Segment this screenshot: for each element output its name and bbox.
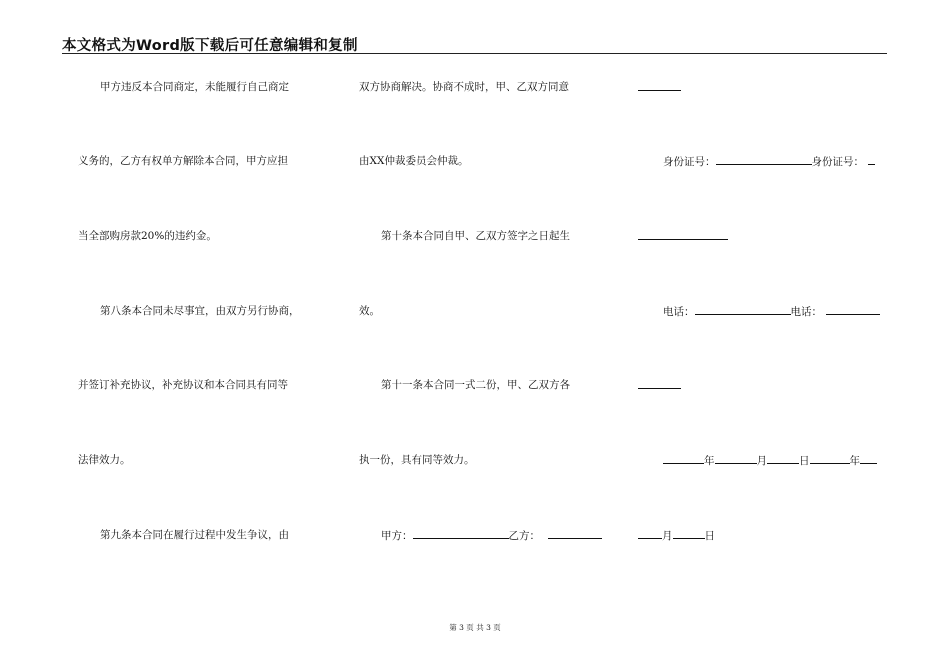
- col2-line-1: 双方协商解决。协商不成时，甲、乙双方同意: [359, 81, 569, 93]
- year-blank-2: [810, 453, 850, 464]
- phone-blank-a: [695, 304, 791, 315]
- blank-field-3: [638, 229, 728, 240]
- col2-line-5: 第十一条本合同一式二份，甲、乙双方各: [381, 379, 570, 391]
- id-blank-b: [868, 154, 875, 165]
- month-blank-2: [638, 528, 662, 539]
- col3-id-line: [663, 154, 875, 169]
- col1-line-4: 第八条本合同未尽事宜，由双方另行协商，: [100, 305, 300, 317]
- col3-date-line: [663, 453, 877, 468]
- blank-field-1: [638, 80, 681, 91]
- phone-label-b: 电话：: [790, 306, 822, 318]
- header-divider: [62, 53, 887, 54]
- month-label-2: 月: [662, 530, 673, 542]
- day-label: 日: [799, 455, 810, 467]
- month-blank-2-start: [860, 453, 877, 464]
- phone-label-a: 电话：: [663, 306, 695, 318]
- col1-line-7: 第九条本合同在履行过程中发生争议，由: [100, 529, 289, 541]
- col3-line-5: [638, 378, 681, 393]
- year-label-2: 年: [849, 455, 860, 467]
- col2-line-2: 由XX仲裁委员会仲裁。: [359, 155, 469, 167]
- col1-line-6: 法律效力。: [78, 454, 131, 466]
- col2-line-4: 效。: [359, 305, 380, 317]
- col1-line-2: 义务的，乙方有权单方解除本合同，甲方应担: [78, 155, 288, 167]
- document-header-title: 本文格式为Word版下载后可任意编辑和复制: [62, 38, 358, 54]
- day-blank: [767, 453, 799, 464]
- party-b-blank: [548, 528, 602, 539]
- phone-blank-b: [826, 304, 880, 315]
- col3-phone-line: [663, 304, 880, 319]
- id-blank-a: [716, 154, 812, 165]
- blank-field-5: [638, 378, 681, 389]
- month-label: 月: [756, 455, 767, 467]
- day-label-2: 日: [704, 530, 715, 542]
- party-b-label: 乙方：: [508, 530, 540, 542]
- month-blank: [715, 453, 757, 464]
- page-number-footer: 第 3 页 共 3 页: [449, 623, 501, 632]
- year-label: 年: [704, 455, 715, 467]
- party-a-label: 甲方：: [381, 530, 413, 542]
- day-blank-2: [673, 528, 705, 539]
- col1-line-5: 并签订补充协议，补充协议和本合同具有同等: [78, 379, 288, 391]
- year-blank: [663, 453, 704, 464]
- col3-date-line-2: [638, 528, 715, 543]
- col2-line-6: 执一份，具有同等效力。: [359, 454, 475, 466]
- col2-line-3: 第十条本合同自甲、乙双方签字之日起生: [381, 230, 570, 242]
- col1-line-1: 甲方违反本合同商定，未能履行自己商定: [100, 81, 289, 93]
- col3-line-3: [638, 229, 728, 244]
- col1-line-3: 当全部购房款20%的违约金。: [78, 230, 217, 242]
- id-label-b: 身份证号：: [811, 156, 864, 168]
- col2-signature-line: [381, 528, 602, 543]
- id-label-a: 身份证号：: [663, 156, 716, 168]
- col3-line-1: [638, 80, 681, 95]
- party-a-blank: [413, 528, 509, 539]
